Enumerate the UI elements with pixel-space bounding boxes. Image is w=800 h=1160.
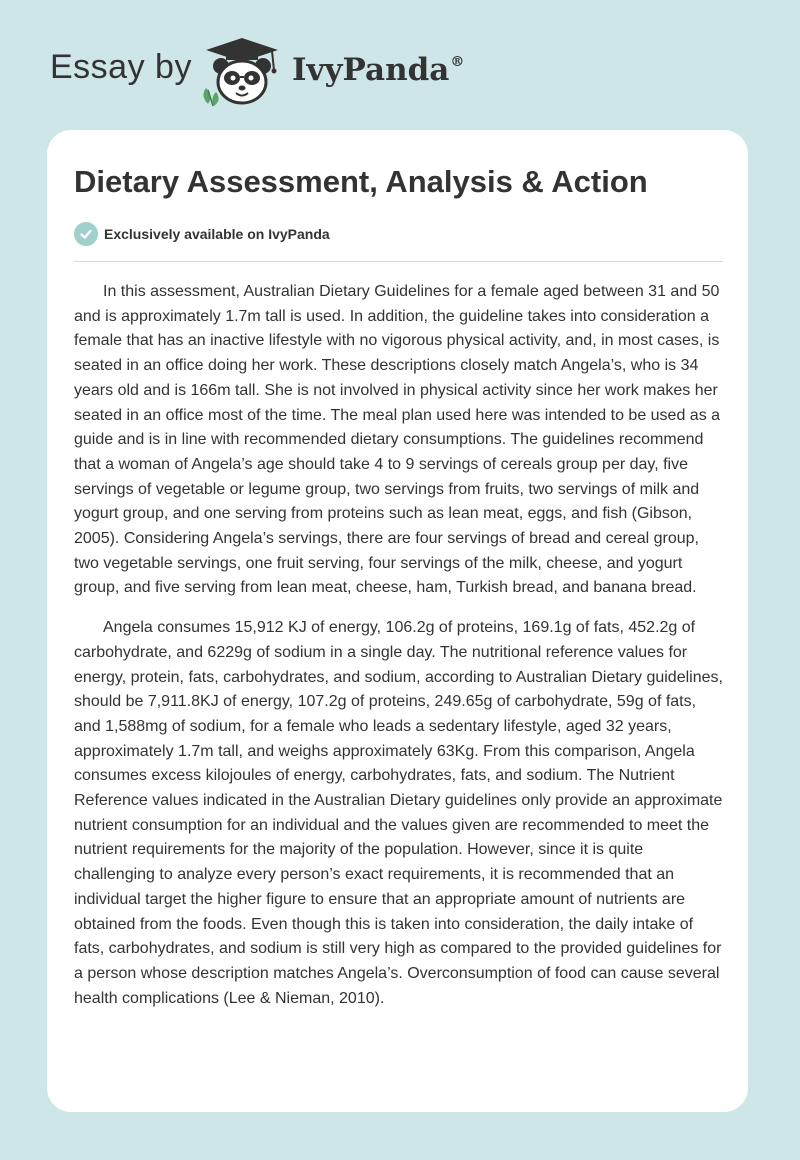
ivypanda-wordmark[interactable]: IvyPanda®	[292, 52, 465, 88]
exclusive-badge-label: Exclusively available on IvyPanda	[104, 226, 330, 242]
trademark-symbol: ®	[450, 54, 465, 70]
page-title: Dietary Assessment, Analysis & Action	[74, 164, 648, 199]
exclusive-badge	[74, 222, 330, 246]
divider	[74, 261, 723, 262]
essay-body	[74, 280, 724, 1026]
paragraph: In this assessment, Australian Dietary Guidelines for a female aged between 31 and 50 and is approximately 1.7m tall is used. In addition, the guideline takes into consideration a female that has an inactive lifestyle with no vigorous physical activity, and, in most cases, is seated in an office doing her work. These descriptions closely match Angela’s, who is 34 years old and is 166m tall. She is not involved in physical activity since her work makes her seated in an office most of the time. The meal plan used here was intended to be used as a guide and is in line with recommended dietary consumptions. The guidelines recommend that a woman of Angela’s age should take 4 to 9 servings of cereals group per day, five servings of vegetable or legume group, two servings from fruits, two servings of milk and yogurt group, and one serving from proteins such as lean meat, eggs, and fish (Gibson, 2005). Considering Angela’s servings, there are four servings of bread and cereal group, two vegetable servings, one fruit serving, four servings of the milk, cheese, and yogurt group, and five serving from lean meat, cheese, ham, Turkish bread, and banana bread.	[74, 283, 721, 597]
paragraph: Angela consumes 15,912 KJ of energy, 106.2g of proteins, 169.1g of fats, 452.2g of carbohydrate, and 6229g of sodium in a single day. The nutritional reference values for energy, protein, fats, carbohydrates, and sodium, according to Australian Dietary guidelines, should be 7,911.8KJ of energy, 107.2g of proteins, 249.65g of carbohydrate, 59g of fats, and 1,588mg of sodium, for a female who leads a sedentary lifestyle, aged 32 years, approximately 1.7m tall, and weighs approximately 63Kg. From this comparison, Angela consumes excess kilojoules of energy, carbohydrates, fats, and sodium. The Nutrient Reference values indicated in the Australian Dietary guidelines only provide an approximate nutrient consumption for an individual and the values given are recommended to meet the nutrient requirements for the majority of the population. However, since it is quite challenging to analyze every person’s exact requirements, it is recommended that an individual target the higher figure to ensure that an appropriate amount of nutrients are obtained from the foods. Even though this is taken into consideration, the daily intake of fats, carbohydrates, and sodium is still very high as compared to the provided guidelines for a person whose description matches Angela’s. Overconsumption of food can cause several health complications (Lee & Nieman, 2010).	[74, 619, 723, 1007]
panda-graduate-icon[interactable]	[196, 36, 288, 108]
essay-card	[47, 130, 748, 1112]
site-header	[0, 0, 800, 130]
check-icon	[74, 222, 98, 246]
essay-by-label: Essay by	[50, 48, 192, 86]
